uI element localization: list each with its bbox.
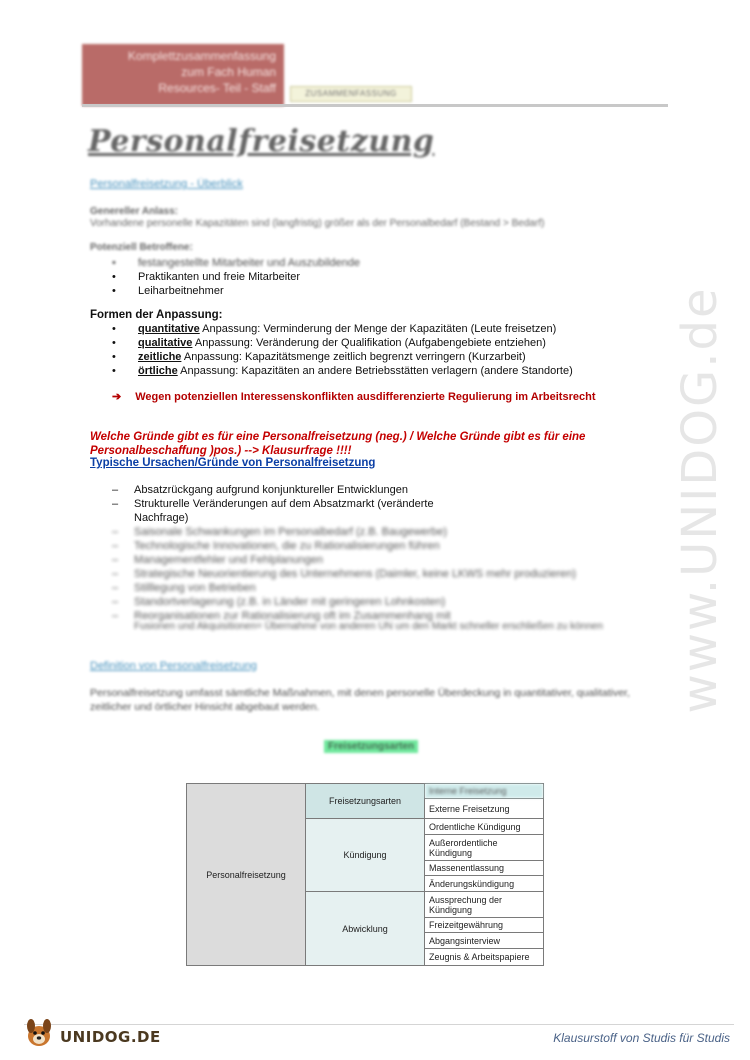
form-text: Anpassung: Kapazitätsmenge zeitlich begrenzt verringern (Kurzarbeit) — [181, 351, 526, 363]
watermark-text: www.UNIDOG.de — [672, 286, 728, 714]
definition-link[interactable]: Definition von Personalfreisetzung — [90, 660, 257, 672]
header-divider — [82, 104, 668, 107]
forms-list — [90, 322, 670, 378]
list-item-continuation — [90, 511, 650, 525]
dog-icon — [22, 1016, 56, 1050]
table-cell: Massenentlassung — [425, 861, 544, 876]
general-reason-text: Vorhandene personelle Kapazitäten sind (langfristig) größer als der Personalbedarf (Bestand > Bedarf) — [90, 218, 545, 229]
list-item: • festangestellte Mitarbeiter und Auszubildende — [90, 256, 650, 270]
form-term: qualitative — [138, 337, 193, 349]
list-item-text: Nachfrage) — [134, 512, 189, 524]
freisetzung-table — [186, 783, 544, 966]
arrow-note-text: Wegen potenziellen Interessenskonflikten ausdifferenzierte Regulierung im Arbeitsrecht — [135, 391, 596, 403]
causes-list-blurred — [90, 525, 650, 623]
definition-text: Personalfreisetzung umfasst sämtliche Maßnahmen, mit denen personelle Überdeckung in quantitativer, qualitativer, zeitlicher und örtlicher Hinsicht abgebaut werden. — [90, 687, 630, 713]
table-cell: Änderungskündigung — [425, 876, 544, 892]
list-item — [90, 336, 670, 350]
list-item — [90, 322, 670, 336]
arrow-right-icon: ➔ — [112, 391, 122, 403]
list-item: – Technologische Innovationen, die zu Rationalisierungen führen — [90, 539, 650, 553]
table-cell: Interne Freisetzung — [425, 784, 544, 799]
form-text: Anpassung: Verminderung der Menge der Kapazitäten (Leute freisetzen) — [199, 323, 557, 335]
table-group: Kündigung — [306, 819, 425, 892]
logo-text: UNIDOG.DE — [60, 1028, 161, 1046]
overview-link[interactable]: Personalfreisetzung - Überblick — [90, 178, 243, 190]
header-line-2: zum Fach Human — [181, 65, 276, 79]
causes-heading[interactable]: Typische Ursachen/Gründe von Personalfreisetzung — [90, 457, 376, 469]
watermark — [670, 270, 730, 730]
list-item: • Praktikanten und freie Mitarbeiter — [90, 270, 650, 284]
table-group: Freisetzungsarten — [306, 784, 425, 819]
causes-list — [90, 483, 650, 525]
table-cell: Abgangsinterview — [425, 933, 544, 949]
list-item: – Saisonale Schwankungen im Personalbedarf (z.B. Baugewerbe) — [90, 525, 650, 539]
table-label: Freisetzungsarten — [324, 740, 418, 753]
form-text: Anpassung: Veränderung der Qualifikation (Aufgabengebiete entziehen) — [192, 337, 546, 349]
table-cell: Aussprechung der Kündigung — [425, 892, 544, 918]
exam-question — [90, 430, 650, 458]
list-item: – Reorganisationen zur Rationalisierung oft im Zusammenhang mit — [90, 609, 650, 623]
list-item: – Strategische Neuorientierung des Unternehmens (Daimler, keine LKWS mehr produzieren) — [90, 567, 650, 581]
footer-logo[interactable] — [22, 1016, 161, 1054]
page-title: Personalfreisetzung — [88, 124, 435, 159]
exam-question-line-1: Welche Gründe gibt es für eine Personalfreisetzung (neg.) / Welche Gründe gibt es für eine — [90, 431, 586, 443]
list-item: – Strukturelle Veränderungen auf dem Absatzmarkt (veränderte — [90, 497, 650, 511]
table-cell: Ordentliche Kündigung — [425, 819, 544, 835]
table-cell: Externe Freisetzung — [425, 799, 544, 819]
table-cell: Freizeitgewährung — [425, 918, 544, 933]
list-item: • Leiharbeitnehmer — [90, 284, 650, 298]
list-item — [90, 350, 670, 364]
list-item: – Stilllegung von Betrieben — [90, 581, 650, 595]
list-item: – Managementfehler und Fehlplanungen — [90, 553, 650, 567]
form-term: örtliche — [138, 365, 178, 377]
header-banner — [82, 44, 284, 106]
list-item — [90, 364, 670, 378]
table-root: Personalfreisetzung — [187, 784, 306, 966]
forms-heading: Formen der Anpassung: — [90, 309, 223, 321]
table-cell: Außerordentliche Kündigung — [425, 835, 544, 861]
footer-slogan: Klausurstoff von Studis für Studis — [553, 1031, 730, 1045]
table-cell: Zeugnis & Arbeitspapiere — [425, 949, 544, 966]
table-group: Abwicklung — [306, 892, 425, 966]
form-term: quantitative — [138, 323, 200, 335]
header-tag: ZUSAMMENFASSUNG — [290, 86, 412, 102]
header-line-3: Resources- Teil - Staff — [158, 81, 276, 95]
exam-question-line-2: Personalbeschaffung )pos.) --> Klausurfrage !!!! — [90, 445, 352, 457]
causes-continuation: Fusionen und Akquisitionen= Übernahme von anderen UN um den Markt schneller erschließen zu können — [134, 621, 603, 632]
affected-list — [90, 256, 650, 298]
arrow-note — [112, 390, 596, 403]
general-reason-heading: Genereller Anlass: — [90, 206, 179, 217]
affected-heading: Potenziell Betroffene: — [90, 242, 193, 253]
header-line-1: Komplettzusammenfassung — [127, 49, 276, 63]
form-text: Anpassung: Kapazitäten an andere Betriebsstätten verlagern (andere Standorte) — [177, 365, 573, 377]
list-item: – Standortverlagerung (z.B. in Länder mit geringeren Lohnkosten) — [90, 595, 650, 609]
list-item: – Absatzrückgang aufgrund konjunktureller Entwicklungen — [90, 483, 650, 497]
form-term: zeitliche — [138, 351, 182, 363]
